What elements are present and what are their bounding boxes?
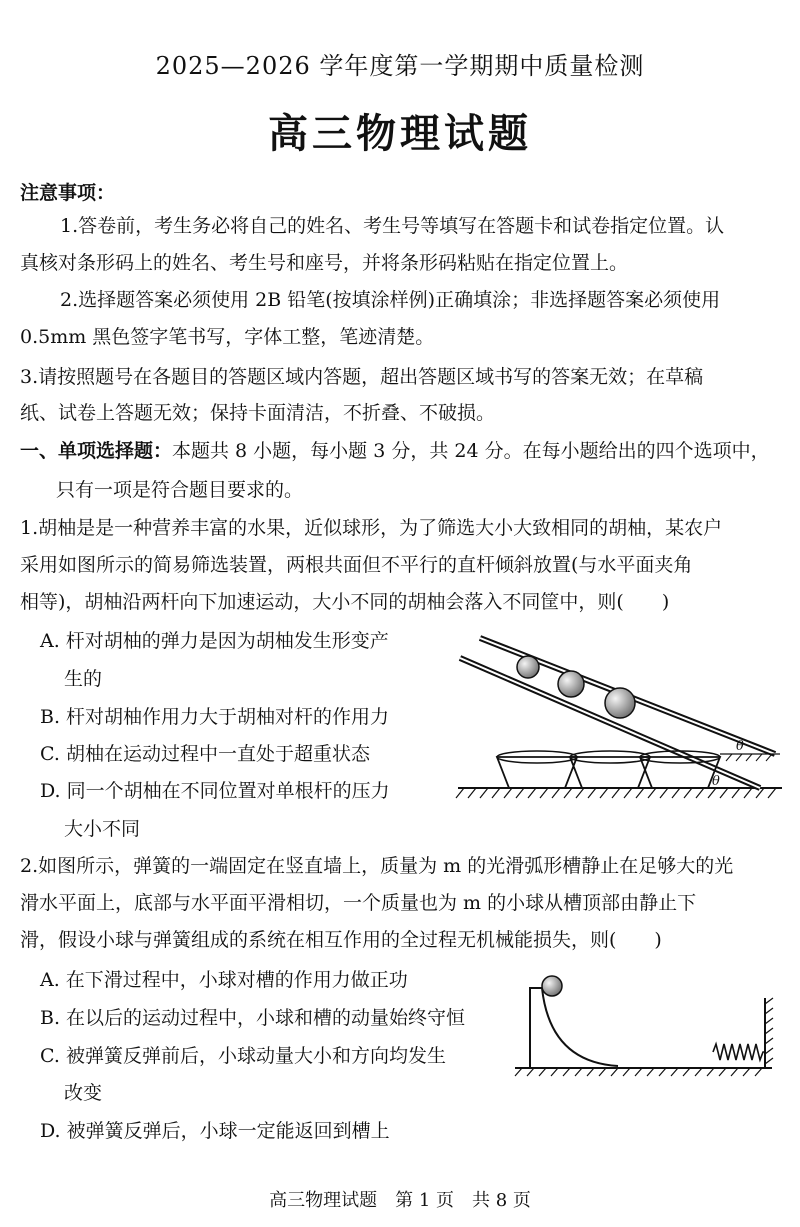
q2-option-d: D. 被弹簧反弹后，小球一定能返回到槽上	[40, 1120, 390, 1142]
q1-sorting-device-figure	[450, 630, 790, 800]
q1-angle-label-lower: θ	[712, 774, 720, 789]
notice-item-3-line-2: 纸、试卷上答题无效；保持卡面清洁，不折叠、不破损。	[20, 402, 496, 424]
section-1-intro-text: 本题共 8 小题，每小题 3 分，共 24 分。在每小题给出的四个选项中，	[172, 440, 770, 462]
page-footer: 高三物理试题 第 1 页 共 8 页	[269, 1190, 531, 1211]
notice-item-3-line-1: 3.请按照题号在各题目的答题区域内答题，超出答题区域书写的答案无效；在草稿	[20, 366, 704, 388]
q1-option-d-line-2: 大小不同	[64, 818, 141, 840]
q2-stem-line-1: 2.如图所示，弹簧的一端固定在竖直墙上，质量为 m 的光滑弧形槽静止在足够大的光	[20, 855, 734, 877]
q2-stem-line-2: 滑水平面上，底部与水平面平滑相切，一个质量也为 m 的小球从槽顶部由静止下	[20, 892, 697, 914]
q1-option-a-line-1: A. 杆对胡柚的弹力是因为胡柚发生形变产	[40, 630, 389, 652]
q2-option-a: A. 在下滑过程中，小球对槽的作用力做正功	[40, 969, 408, 991]
q2-option-c-line-1: C. 被弹簧反弹前后，小球动量大小和方向均发生	[40, 1045, 446, 1067]
q1-stem-line-1: 1.胡柚是是一种营养丰富的水果，近似球形，为了筛选大小大致相同的胡柚，某农户	[20, 517, 723, 539]
q1-option-a-line-2: 生的	[64, 668, 103, 690]
q1-stem-line-3: 相等)，胡柚沿两杆向下加速运动，大小不同的胡柚会落入不同筐中，则( )	[20, 591, 670, 613]
notice-item-1-line-2: 真核对条形码上的姓名、考生号和座号，并将条形码粘贴在指定位置上。	[20, 252, 629, 274]
q1-option-c: C. 胡柚在运动过程中一直处于超重状态	[40, 743, 370, 765]
section-1-intro-line-2: 只有一项是符合题目要求的。	[56, 479, 304, 501]
notice-item-2-line-2: 0.5mm 黑色签字笔书写，字体工整，笔迹清楚。	[20, 326, 435, 348]
q1-option-b: B. 杆对胡柚作用力大于胡柚对杆的作用力	[40, 706, 390, 728]
q2-option-c-line-2: 改变	[64, 1082, 103, 1104]
exam-title: 高三物理试题	[268, 110, 532, 157]
notice-item-1-line-1: 1.答卷前，考生务必将自己的姓名、考生号等填写在答题卡和试卷指定位置。认	[60, 215, 725, 237]
section-1-intro	[20, 438, 770, 464]
notice-heading: 注意事项：	[20, 182, 116, 204]
section-1-heading: 一、单项选择题：	[20, 440, 173, 462]
q2-stem-line-3: 滑，假设小球与弹簧组成的系统在相互作用的全过程无机械能损失，则( )	[20, 929, 662, 951]
q1-option-d-line-1: D. 同一个胡柚在不同位置对单根杆的压力	[40, 780, 390, 802]
q1-stem-line-2: 采用如图所示的简易筛选装置，两根共面但不平行的直杆倾斜放置(与水平面夹角	[20, 554, 693, 576]
notice-item-2-line-1: 2.选择题答案必须使用 2B 铅笔(按填涂样例)正确填涂；非选择题答案必须使用	[60, 289, 721, 311]
exam-year: 2025—2026 学年度第一学期期中质量检测	[155, 52, 645, 80]
q2-groove-spring-figure	[510, 970, 785, 1080]
q2-option-b: B. 在以后的运动过程中，小球和槽的动量始终守恒	[40, 1007, 466, 1029]
q1-angle-label-upper: θ	[736, 739, 744, 754]
